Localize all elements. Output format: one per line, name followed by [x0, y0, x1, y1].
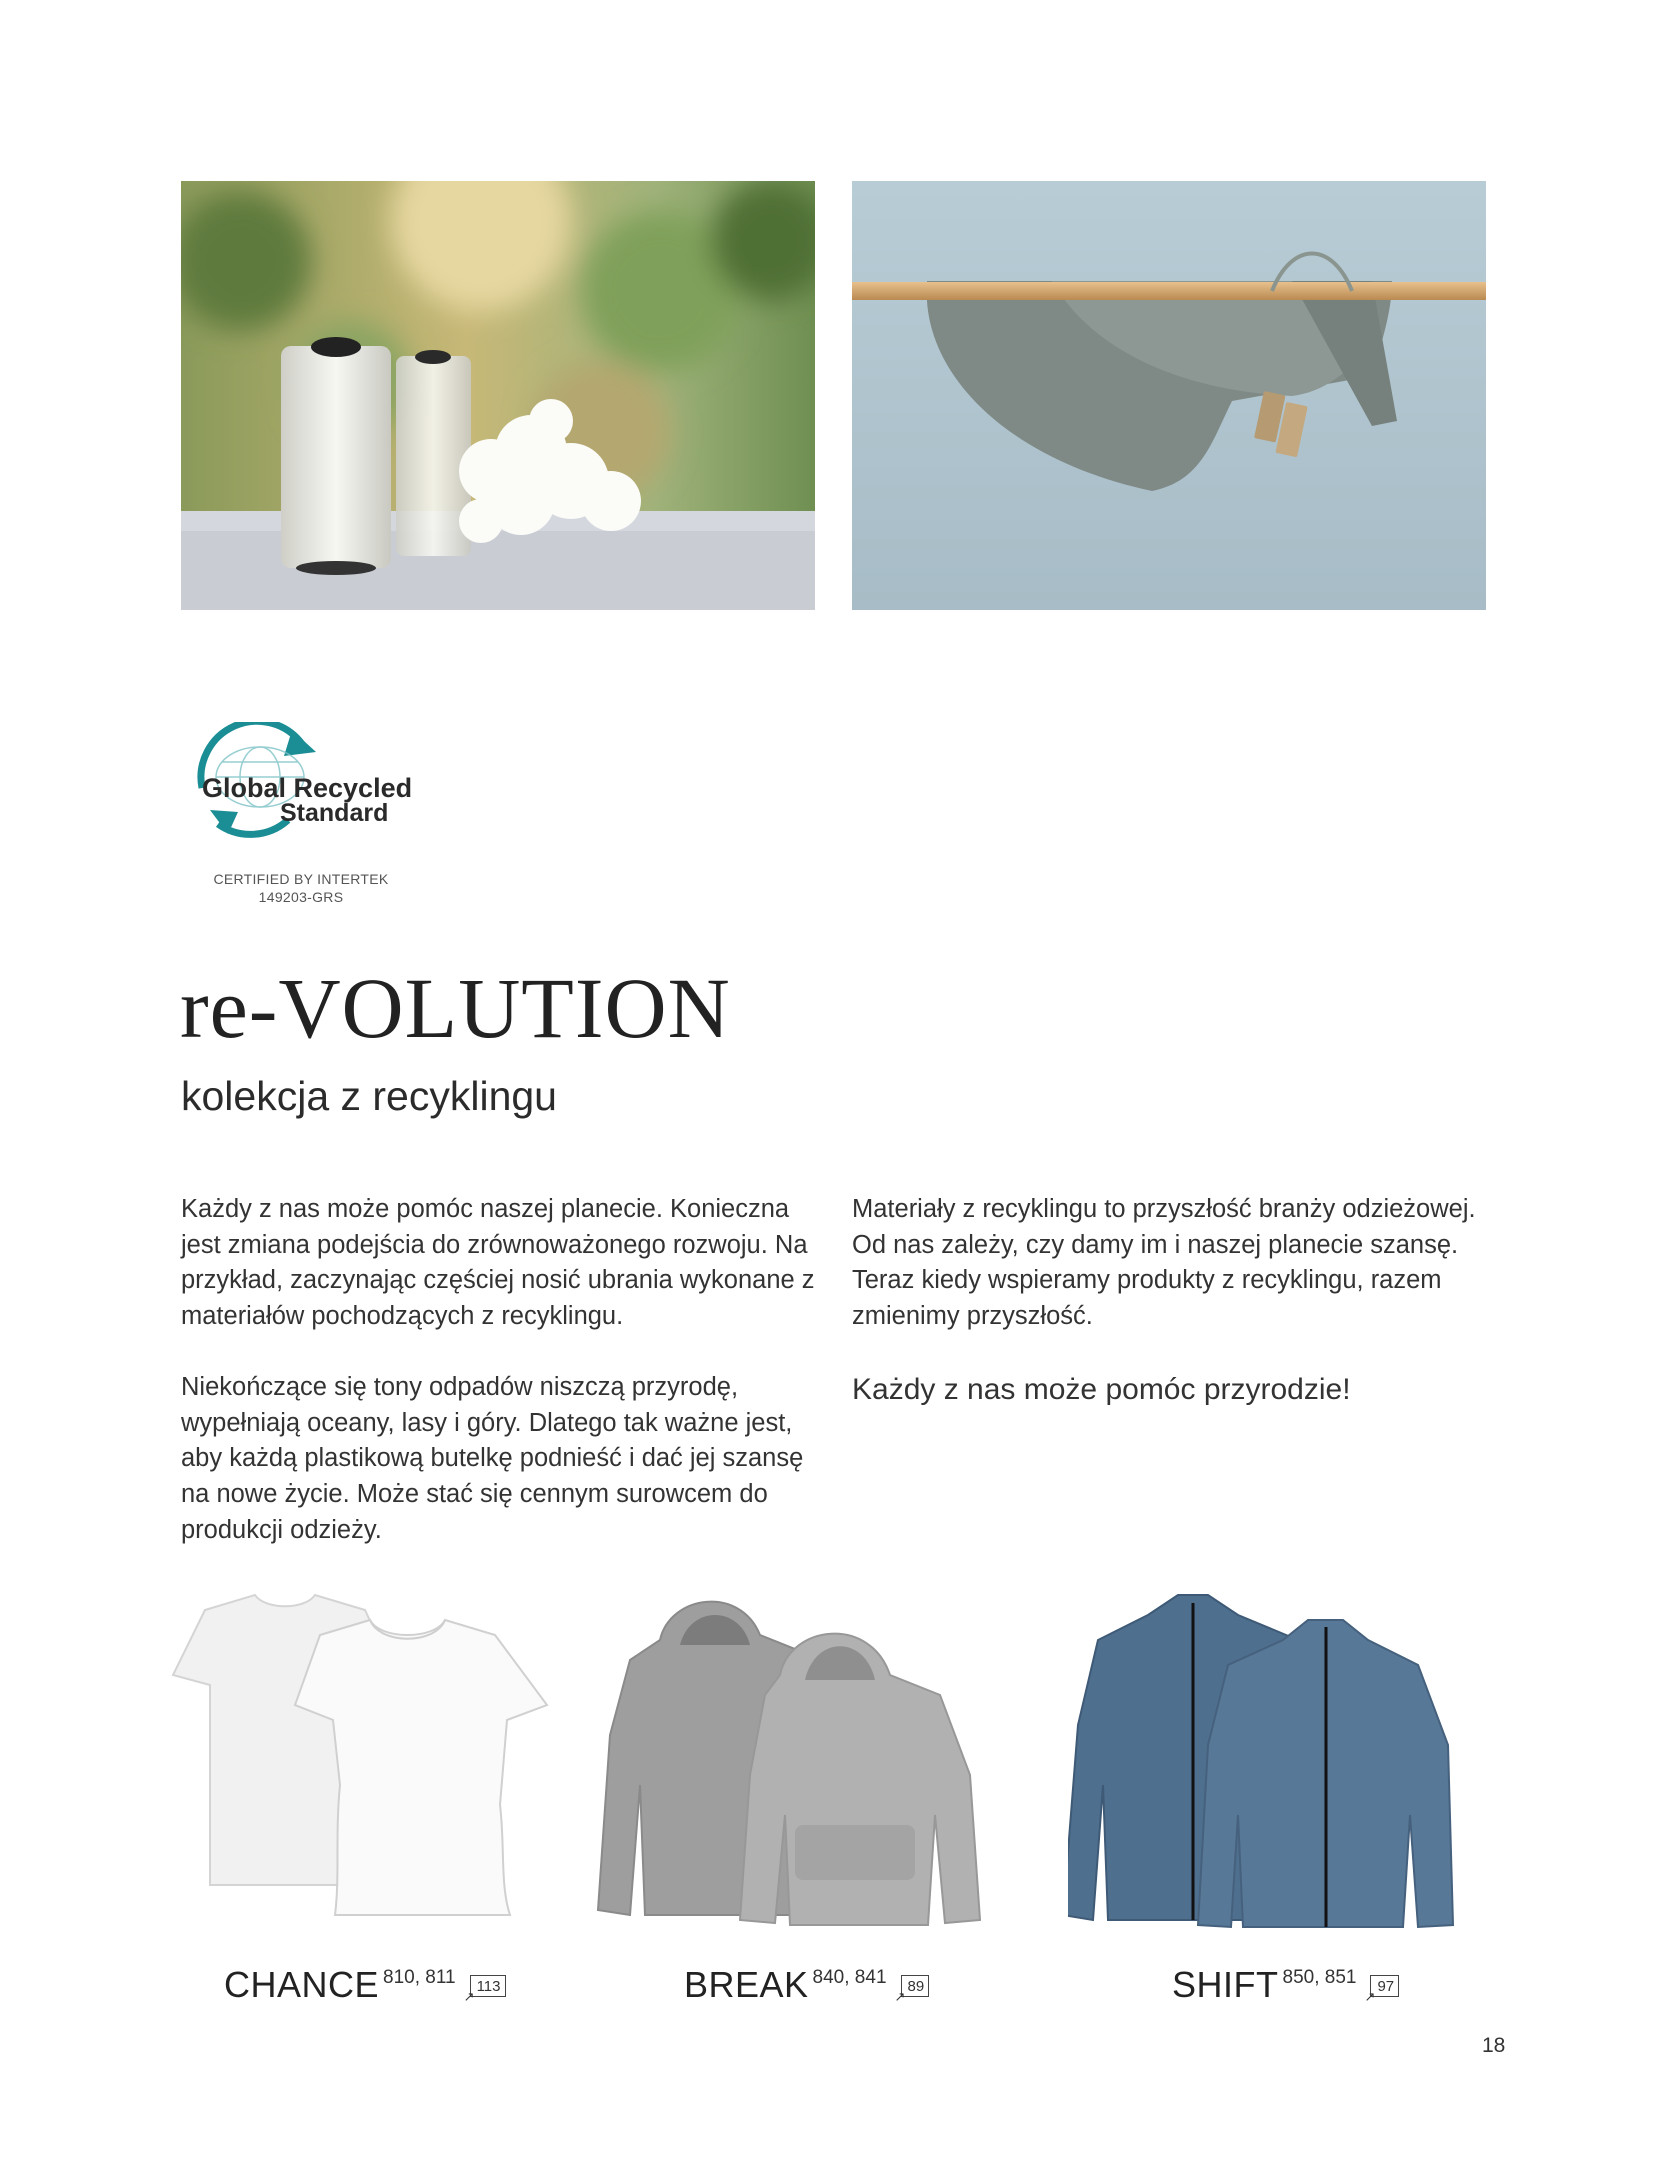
grs-logo-line2: Standard [280, 799, 389, 827]
product-label-break [684, 1964, 929, 2006]
product-name: BREAK [684, 1964, 809, 2005]
grs-logo [180, 722, 438, 844]
grs-logo-line1: Global Recycled [202, 773, 413, 803]
white-t-shirts-icon [145, 1585, 565, 1945]
page-reference-number: 89 [907, 1978, 925, 1995]
body-column-left [181, 1192, 821, 1583]
product-label-shift [1172, 1964, 1399, 2006]
photo-garment-on-rod [852, 181, 1486, 610]
product-codes: 840, 841 [812, 1967, 887, 1988]
paragraph: Niekończące się tony odpadów niszczą przyrodę, wypełniają oceany, lasy i góry. Dlatego tak ważne jest, aby każdą plastikową butelkę podnieść i dać jej szansę na nowe życie. Może stać się cennym surowcem do produkcji odzieży. [181, 1372, 804, 1544]
product-label-chance [224, 1964, 506, 2006]
certified-by: CERTIFIED BY INTERTEK [213, 871, 389, 887]
product-image-break [590, 1585, 1010, 1945]
garment-image [852, 181, 1486, 610]
grey-hoodies-icon [590, 1585, 1010, 1945]
arrow-icon: ↗ [894, 1989, 906, 2004]
page-reference-number: 113 [476, 1978, 501, 1995]
globe-arrows-icon [180, 722, 438, 844]
page-reference[interactable] [1364, 1975, 1399, 2004]
product-image-chance [145, 1585, 565, 1945]
page-title: re-VOLUTION [180, 960, 731, 1056]
product-image-shift [1068, 1585, 1488, 1945]
page-reference[interactable] [463, 1975, 506, 2004]
product-codes: 850, 851 [1282, 1967, 1357, 1988]
arrow-icon: ↗ [1364, 1989, 1376, 2004]
arrow-icon: ↗ [463, 1989, 475, 2004]
page-number: 18 [1482, 2034, 1506, 2057]
certificate-number: 149203-GRS [258, 889, 344, 905]
page-subtitle: kolekcja z recyklingu [181, 1073, 557, 1119]
page-reference[interactable] [894, 1975, 930, 2004]
product-name: SHIFT [1172, 1964, 1279, 2005]
photo-yarn-spools [181, 181, 815, 610]
product-codes: 810, 811 [383, 1967, 456, 1988]
certification-text [186, 870, 416, 906]
paragraph: Materiały z recyklingu to przyszłość branży odzieżowej. Od nas zależy, czy damy im i naszej planecie szansę. Teraz kiedy wspieramy produkty z recyklingu, razem zmienimy przyszłość. [852, 1195, 1476, 1331]
page-reference-number: 97 [1377, 1978, 1395, 1995]
paragraph: Każdy z nas może pomóc naszej planecie. Konieczna jest zmiana podejścia do zrównoważonego rozwoju. Na przykład, zaczynając częściej nosić ubrania wykonane z materiałów pochodzących z recyklingu. [181, 1195, 815, 1331]
body-column-right [852, 1192, 1492, 1445]
blue-fleece-jackets-icon [1068, 1585, 1488, 1945]
product-name: CHANCE [224, 1964, 380, 2005]
slogan: Każdy z nas może pomóc przyrodzie! [852, 1372, 1351, 1406]
yarn-spools-image [181, 181, 815, 610]
